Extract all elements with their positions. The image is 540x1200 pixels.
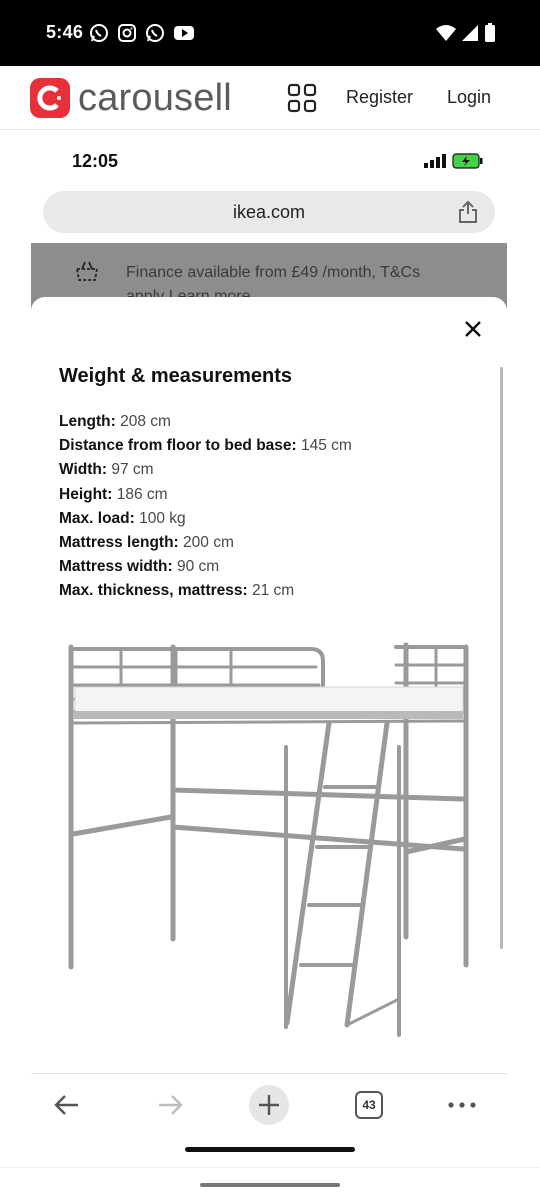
forward-arrow-icon[interactable] xyxy=(155,1085,185,1125)
ios-time: 12:05 xyxy=(72,151,119,171)
back-arrow-icon[interactable] xyxy=(52,1085,82,1125)
more-icon[interactable] xyxy=(446,1085,478,1125)
ios-home-indicator xyxy=(185,1147,355,1152)
gesture-handle[interactable] xyxy=(200,1183,340,1187)
safari-toolbar xyxy=(0,1073,540,1167)
close-icon[interactable] xyxy=(461,317,485,341)
instagram-icon xyxy=(117,23,137,43)
sheet-title: Weight & measurements xyxy=(59,365,293,387)
spec-mattress-length: Mattress length: 200 cm xyxy=(59,534,234,552)
carousell-logo[interactable] xyxy=(30,78,232,118)
youtube-icon xyxy=(173,23,195,43)
battery-icon xyxy=(484,23,496,43)
system-icons xyxy=(436,23,496,43)
carousell-logo-mark xyxy=(30,78,70,118)
spec-list xyxy=(59,410,479,604)
browser-address-bar[interactable] xyxy=(43,191,495,233)
spec-max-thickness: Max. thickness, mattress: 21 cm xyxy=(59,582,295,600)
measurements-sheet xyxy=(31,297,507,1073)
ios-status-bar xyxy=(0,131,540,187)
ios-system-icons xyxy=(424,153,484,169)
android-status-bar xyxy=(0,0,540,66)
spec-max-load: Max. load: 100 kg xyxy=(59,509,186,527)
loft-bed-image xyxy=(61,627,481,1047)
plus-icon[interactable] xyxy=(248,1084,290,1126)
address-url: ikea.com xyxy=(232,202,306,222)
carousell-wordmark: carousell xyxy=(78,77,232,119)
cell-signal-icon xyxy=(424,154,446,168)
embedded-screenshot xyxy=(0,131,540,1167)
spec-length: Length: 208 cm xyxy=(59,413,171,430)
notification-icons xyxy=(89,23,195,43)
android-navigation-bar xyxy=(0,1167,540,1200)
cell-signal-icon xyxy=(462,24,478,42)
share-icon[interactable] xyxy=(457,200,479,224)
spec-width: Width: 97 cm xyxy=(59,461,154,479)
spec-floor-to-base: Distance from floor to bed base: 145 cm xyxy=(59,437,352,455)
carousell-header xyxy=(0,66,540,130)
battery-icon xyxy=(452,153,484,169)
whatsapp-icon xyxy=(89,23,109,43)
finance-basket-icon xyxy=(75,260,99,282)
android-time: 5:46 xyxy=(46,22,84,42)
grid-menu-icon[interactable] xyxy=(287,83,317,113)
finance-banner-text: Finance available from £49 /month, T&Cs xyxy=(126,264,421,281)
login-link[interactable]: Login xyxy=(447,87,492,107)
whatsapp-icon xyxy=(145,23,165,43)
register-link[interactable]: Register xyxy=(346,87,414,107)
wifi-icon xyxy=(436,24,456,42)
spec-mattress-width: Mattress width: 90 cm xyxy=(59,558,220,576)
tabs-icon[interactable]: 43 xyxy=(355,1091,383,1119)
sheet-scrollbar[interactable] xyxy=(500,367,503,949)
spec-height: Height: 186 cm xyxy=(59,485,168,503)
